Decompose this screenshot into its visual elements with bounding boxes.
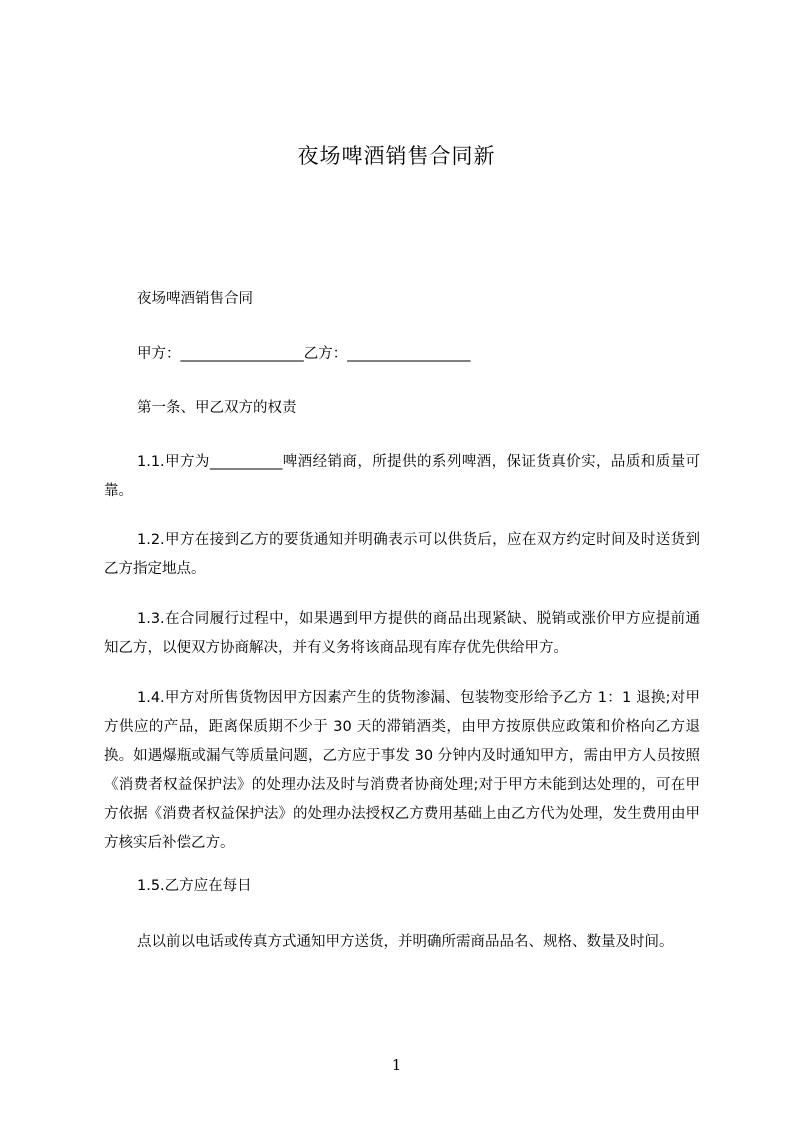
clause-1-5: 1.5.乙方应在每日 — [137, 878, 252, 894]
section-heading: 第一条、甲乙双方的权责 — [137, 400, 297, 416]
clause-1-5-continued: 点以前以电话或传真方式通知甲方送货，并明确所需商品品名、规格、数量及时间。 — [137, 934, 674, 950]
clause-1-3: 1.3.在合同履行过程中，如果遇到甲方提供的商品出现紧缺、脱销或涨价甲方应提前通知乙方，以便双方协商解决，并有义务将该商品现有库存优先供给甲方。 — [104, 611, 700, 656]
clause-1-2: 1.2.甲方在接到乙方的要货通知并明确表示可以供货后，应在双方约定时间及时送货到乙方指定地点。 — [104, 532, 700, 577]
clause-1-1: 1.1.甲方为__________啤酒经销商，所提供的系列啤酒，保证货真价实，品质和质量可靠。 — [104, 454, 700, 499]
parties-line: 甲方：_________________乙方：_________________ — [137, 346, 471, 362]
contract-subtitle: 夜场啤酒销售合同 — [137, 291, 253, 307]
page-number: 1 — [391, 1056, 402, 1074]
clause-1-4: 1.4.甲方对所售货物因甲方因素产生的货物渗漏、包装物变形给予乙方 1：1 退换;对甲方供应的产品，距离保质期不少于 30 天的滞销酒类，由甲方按原供应政策和价格向乙方退换。如遇爆瓶或漏气等质量问题，乙方应于事发 30 分钟内及时通知甲方，需由甲方人员按照《消费者权益保护法》的处理办法及时与消费者协商处理;对于甲方未能到达处理的，可在甲方依据《消费者权益保护法》的处理办法授权乙方费用基础上由乙方代为处理，发生费用由甲方核实后补偿乙方。 — [104, 690, 700, 851]
document-title: 夜场啤酒销售合同新 — [297, 144, 496, 168]
